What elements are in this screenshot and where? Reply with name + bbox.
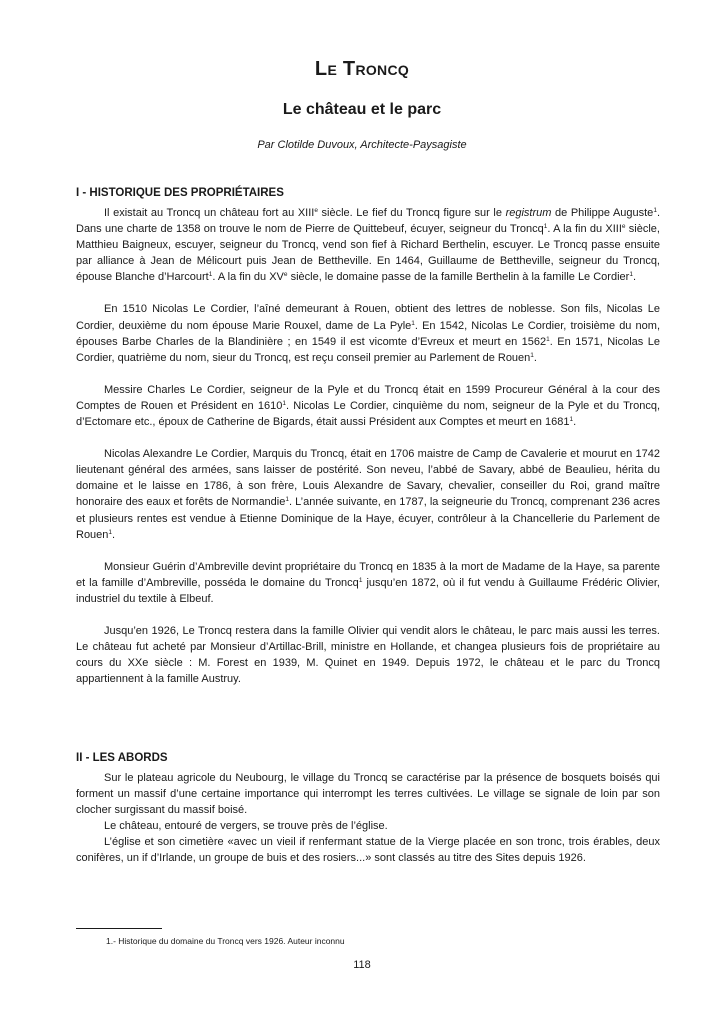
paragraph: Il existait au Troncq un château fort au XIIIe siècle. Le fief du Troncq figure sur le registrum de Philippe Auguste$^1$. Dans une charte de 1358 on trouve le nom de Pierre de Quittebeuf, écuyer, seigneur du Troncq$^1$. A la fin du XIIIe siècle, Matthieu Baigneux, escuyer, seigneur du Troncq, vend son fief à Richard Berthelin, escuyer. Le Troncq passe ensuite par alliance à Jean de Mélicourt puis Jean de Bettheville. En 1464, Guillaume de Bettheville, seigneur du Troncq, épouse Blanche d’Harcourt$^1$. A la fin du XVe siècle, le domaine passe de la famille Berthelin à la famille Le Cordier$^1$. xyxy=(76,207,660,284)
paragraph: En 1510 Nicolas Le Cordier, l’aîné demeurant à Rouen, obtient des lettres de noblesse. Son fils, Nicolas Le Cordier, deuxième du nom épouse Marie Rouxel, dame de La Pyle$^1$. En 1542, Nicolas Le Cordier, troisième du nom, épouses Barbe Charles de la Blandinière ; en 1549 il est vicomte d’Evreux et meurt en 1562$^1$. En 1571, Nicolas Le Cordier, quatrième du nom, sieur du Troncq, est reçu conseil premier au Parlement de Rouen$^1$. xyxy=(76,303,660,364)
paragraph: Sur le plateau agricole du Neubourg, le village du Troncq se caractérise par la présence de bosquets boisés qui forment un massif d’une certaine importance qui interrompt les terres cultivées. Le village se signale de loin par son clocher surgissant du massif boisé. xyxy=(76,772,660,817)
paragraph: Nicolas Alexandre Le Cordier, Marquis du Troncq, était en 1706 maistre de Camp de Cavalerie et mourut en 1742 lieutenant général des armées, sans laisser de postérité. Son neveu, l’abbé de Savary, abbé de Beaulieu, hérita du domaine et le laisse en 1786, à son frère, Louis Alexandre de Savary, chevalier, conseiller du Roi, grand maître honoraire des eaux et forêts de Normandie$^1$. L’année suivante, en 1787, la seigneurie du Troncq, comprenant 236 acres et plusieurs rentes est vendue à Etienne Dominique de la Haye, écuyer, contrôleur à la Chancellerie du Parlement de Rouen$^1$. xyxy=(76,448,660,541)
author-line: Par Clotilde Duvoux, Architecte-Paysagiste xyxy=(257,139,467,151)
footnote: 1.- Historique du domaine du Troncq vers 1926. Auteur inconnu xyxy=(106,936,345,946)
section-heading-abords: II - LES ABORDS xyxy=(76,752,168,764)
footnote-rule xyxy=(76,928,162,929)
section-body-abords xyxy=(76,770,660,867)
section-body-historique xyxy=(76,205,660,687)
paragraph: Jusqu’en 1926, Le Troncq restera dans la famille Olivier qui vendit alors le château, le parc mais aussi les terres. Le château fut acheté par Monsieur d’Artillac-Brill, ministre en Hollande, et changea plusieurs fois de propriétaire au cours du XXe siècle : M. Forest en 1939, M. Quinet en 1949. Depuis 1972, le château et le parc du Troncq appartiennent à la famille Austruy. xyxy=(76,624,660,686)
page-subtitle: Le château et le parc xyxy=(282,101,442,118)
section-heading-historique: I - HISTORIQUE DES PROPRIÉTAIRES xyxy=(76,187,284,199)
paragraph: Messire Charles Le Cordier, seigneur de la Pyle et du Troncq était en 1599 Procureur Général à la cour des Comptes de Rouen et Président en 1610$^1$. Nicolas Le Cordier, cinquième du nom, seigneur de la Pyle et du Troncq, d’Ectomare etc., époux de Catherine de Bigards, était aussi Président aux Comptes et meurt en 1681$^1$. xyxy=(76,383,661,429)
page-title: Le Troncq xyxy=(314,58,410,80)
paragraph: Monsieur Guérin d’Ambreville devint propriétaire du Troncq en 1835 à la mort de Madame de la Haye, sa parente et la famille d’Ambreville, posséda le domaine du Troncq$^1$ jusqu’en 1872, où il fut vendu à Guillaume Frédéric Olivier, industriel du textile à Elbeuf. xyxy=(76,560,660,605)
paragraph: L’église et son cimetière «avec un vieil if renfermant statue de la Vierge placée en son tronc, trois érables, deux conifères, un if d’Irlande, un groupe de buis et des rosiers...» sont classés au titre des Sites depuis 1926. xyxy=(76,836,660,865)
page-number: 118 xyxy=(353,959,371,971)
paragraph: Le château, entouré de vergers, se trouve près de l’église. xyxy=(104,820,388,833)
